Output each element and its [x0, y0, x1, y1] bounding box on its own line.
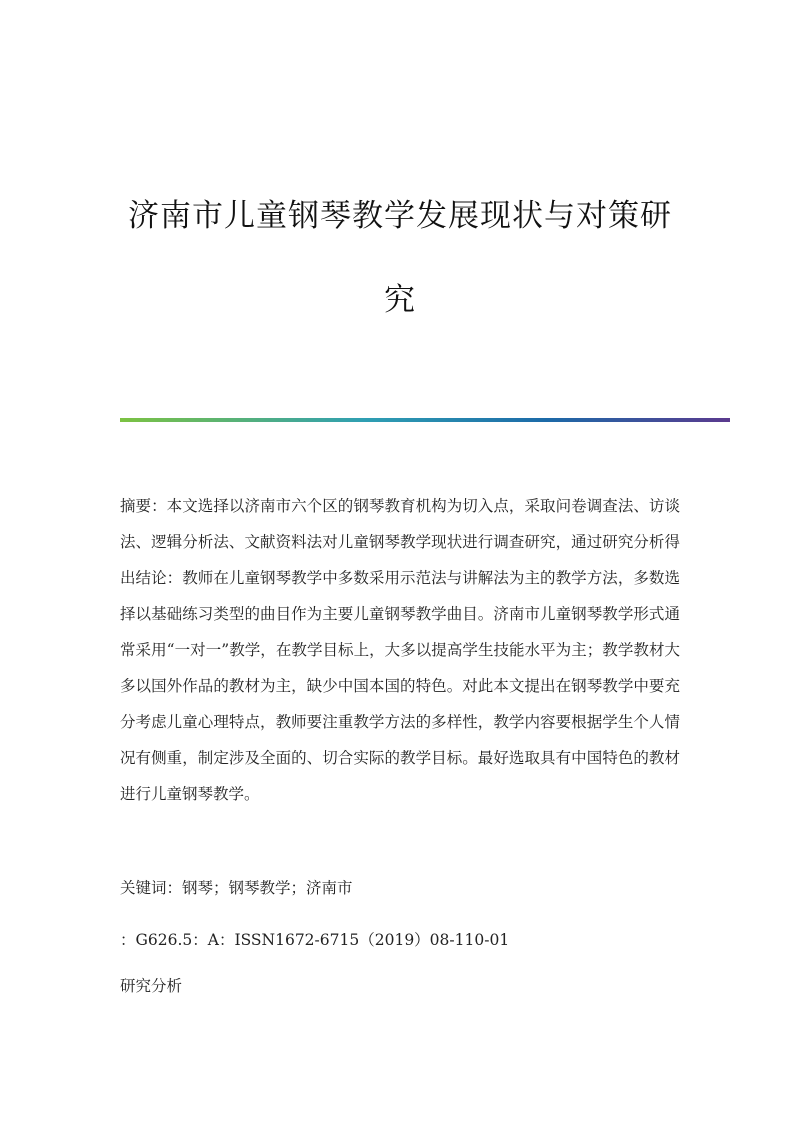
abstract-paragraph: 摘要：本文选择以济南市六个区的钢琴教育机构为切入点，采取问卷调查法、访谈法、逻辑分析法、文献资料法对儿童钢琴教学现状进行调查研究，通过研究分析得出结论：教师在儿童钢琴教学中多数采用示范法与讲解法为主的教学方法，多数选择以基础练习类型的曲目作为主要儿童钢琴教学曲目。济南市儿童钢琴教学形式通常采用“一对一”教学，在教学目标上，大多以提高学生技能水平为主；教学教材大多以国外作品的教材为主，缺少中国本国的特色。对此本文提出在钢琴教学中要充分考虑儿童心理特点，教师要注重教学方法的多样性，教学内容要根据学生个人情况有侧重，制定涉及全面的、切合实际的教学目标。最好选取具有中国特色的教材进行儿童钢琴教学。: [120, 497, 680, 803]
section-heading: 研究分析: [120, 977, 183, 995]
keywords-line: 关键词：钢琴；钢琴教学；济南市: [120, 879, 353, 897]
classification-line: ：G626.5：A：ISSN1672-6715（2019）08-110-01: [120, 931, 510, 949]
document-title-line-2: 究: [384, 282, 416, 318]
title-divider: [120, 418, 730, 422]
document-title-line-1: 济南市儿童钢琴教学发展现状与对策研: [128, 198, 672, 234]
